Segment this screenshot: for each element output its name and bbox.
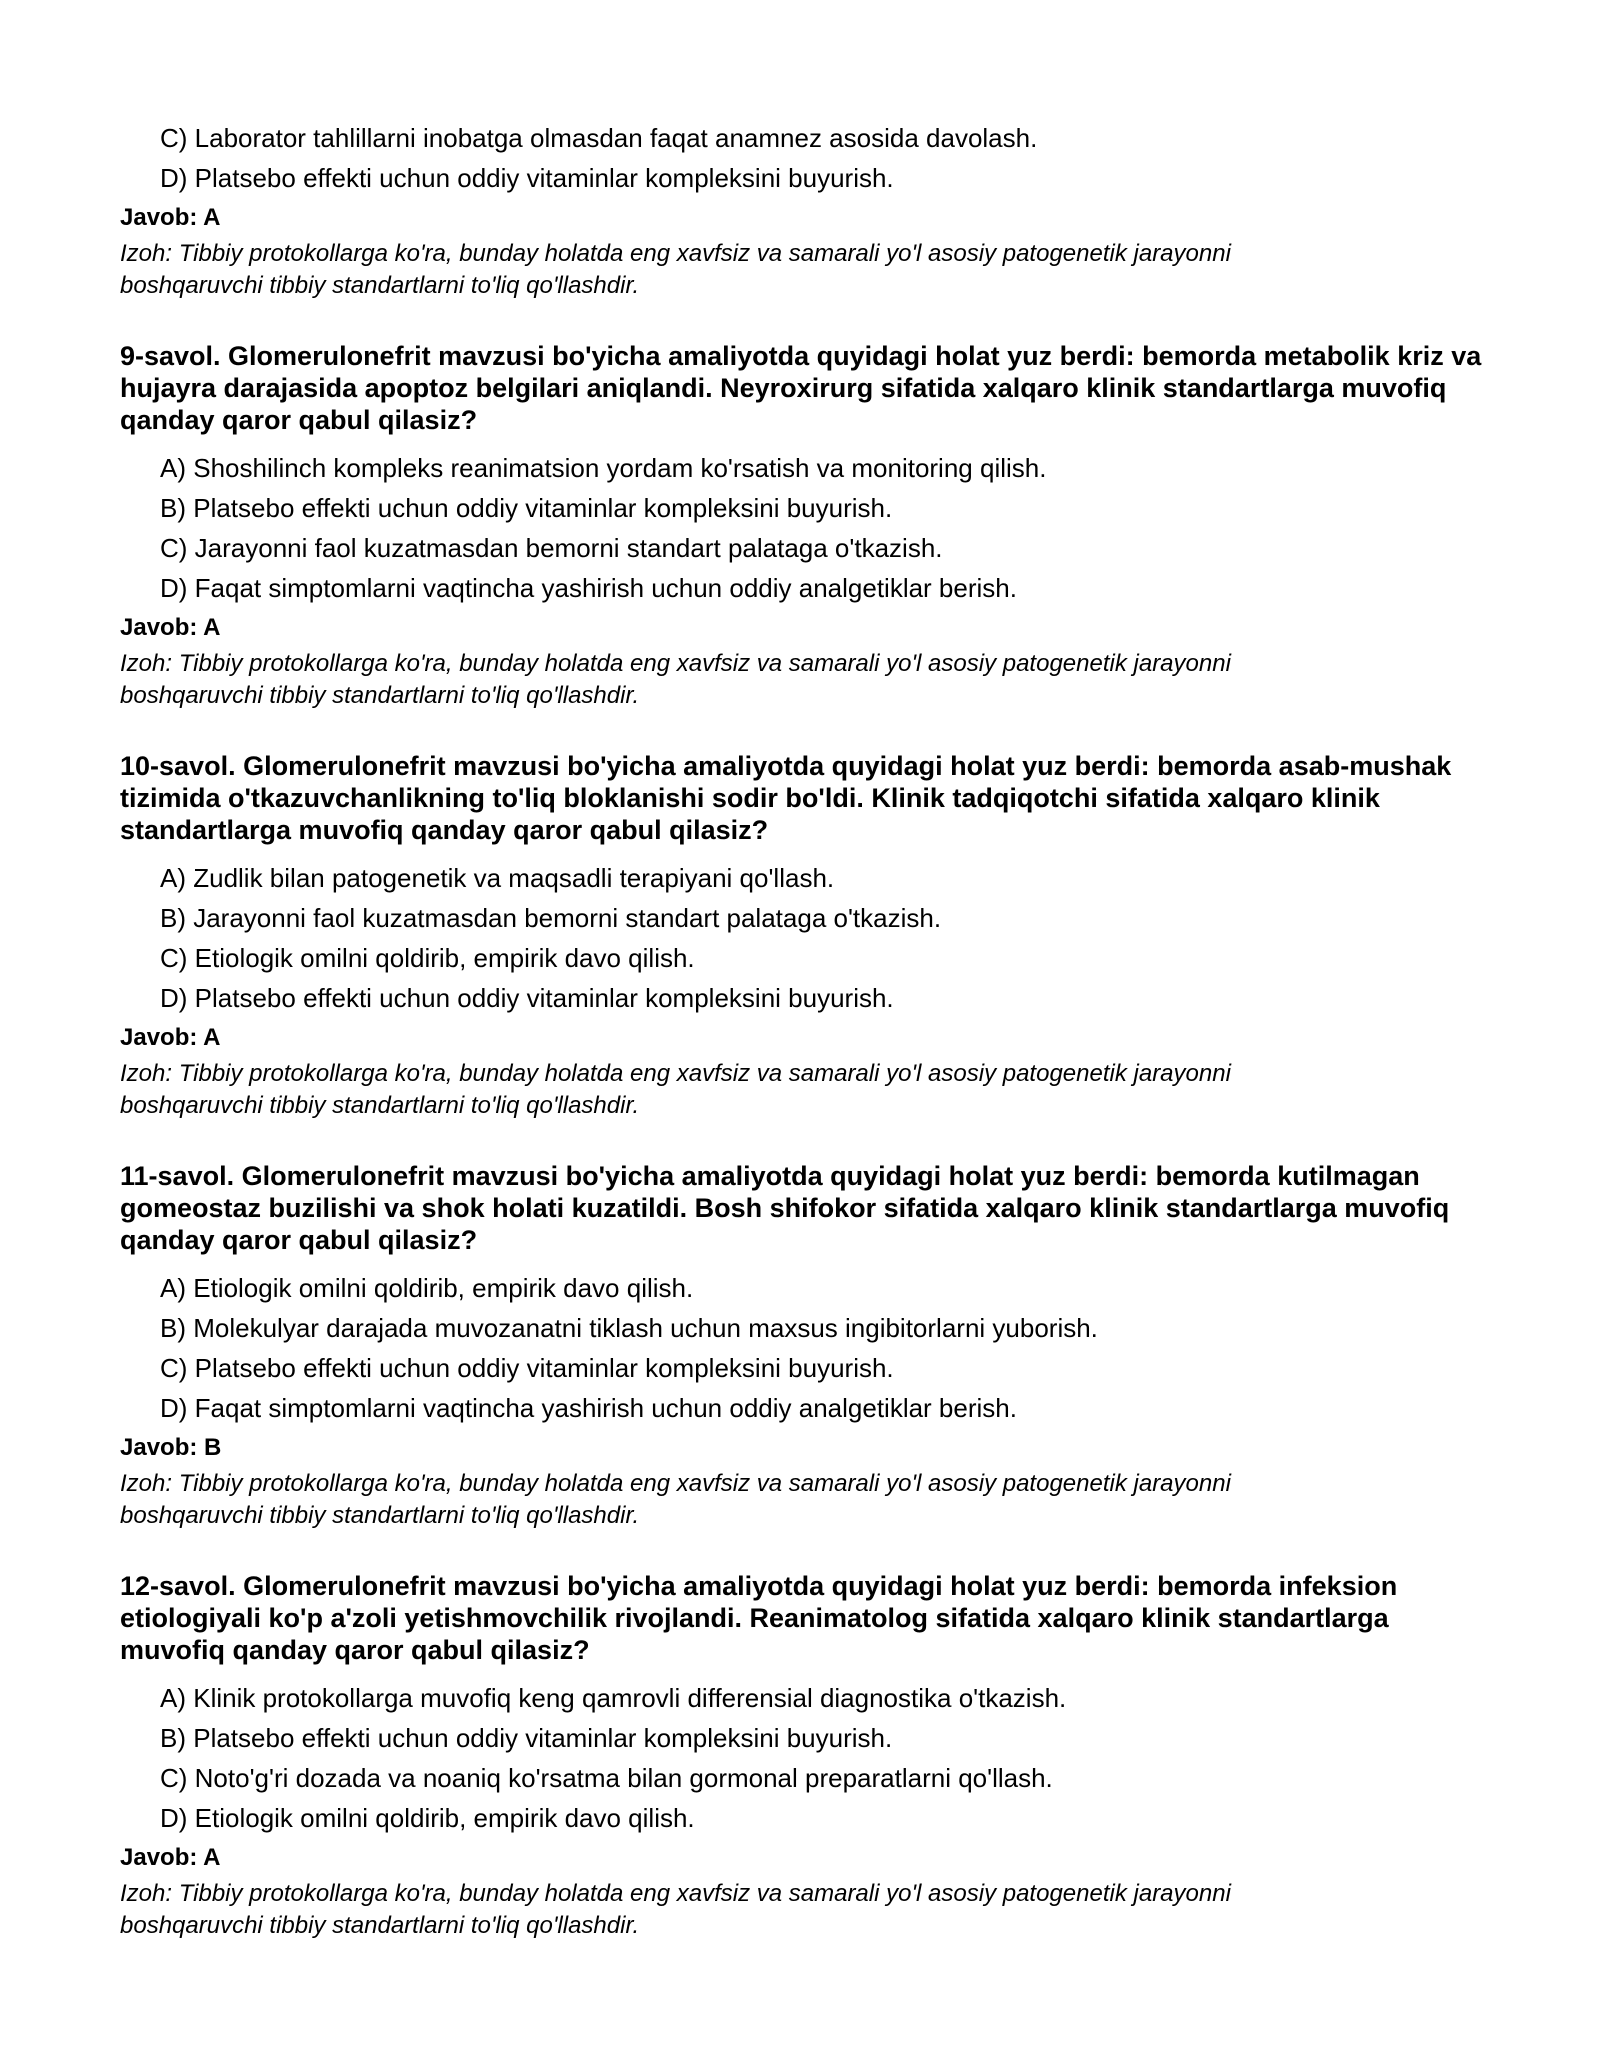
question-title: 11-savol. Glomerulonefrit mavzusi bo'yicha amaliyotda quyidagi holat yuz berdi: bemorda kutilmagan gomeostaz buzilishi va shok holati kuzatildi. Bosh shifokor sifatida xalqaro klinik standartlarga muvofiq qanday qaror qabul qilasiz? (120, 1161, 1450, 1255)
option-b: B) Jarayonni faol kuzatmasdan bemorni standart palataga o'tkazish. (160, 903, 942, 933)
explanation-note: Izoh: Tibbiy protokollarga ko'ra, bunday holatda eng xavfsiz va samarali yo'l asosiy patogenetik jarayonni boshqaruvchi tibbiy standartlarni to'liq qo'llashdir. (120, 650, 1231, 709)
answer-label: Javob: A (120, 614, 221, 641)
option-b: B) Platsebo effekti uchun oddiy vitaminlar kompleksini buyurish. (160, 493, 893, 523)
option-b: B) Platsebo effekti uchun oddiy vitaminlar kompleksini buyurish. (160, 1723, 893, 1753)
option-c: C) Noto'g'ri dozada va noaniq ko'rsatma bilan gormonal preparatlarni qo'llash. (160, 1763, 1053, 1793)
question-11 (120, 1160, 1500, 1532)
question-title: 12-savol. Glomerulonefrit mavzusi bo'yicha amaliyotda quyidagi holat yuz berdi: bemorda infeksion etiologiyali ko'p a'zoli yetishmovchilik rivojlandi. Reanimatolog sifatida xalqaro klinik standartlarga muvofiq qanday qaror qabul qilasiz? (120, 1571, 1398, 1665)
option-a: A) Klinik protokollarga muvofiq keng qamrovli differensial diagnostika o'tkazish. (160, 1683, 1067, 1713)
option-a: A) Zudlik bilan patogenetik va maqsadli terapiyani qo'llash. (160, 863, 835, 893)
option-a: A) Etiologik omilni qoldirib, empirik davo qilish. (160, 1273, 694, 1303)
option-d: D) Faqat simptomlarni vaqtincha yashirish uchun oddiy analgetiklar berish. (160, 573, 1017, 603)
option-a: A) Shoshilinch kompleks reanimatsion yordam ko'rsatish va monitoring qilish. (160, 453, 1047, 483)
option-c: C) Jarayonni faol kuzatmasdan bemorni standart palataga o'tkazish. (160, 533, 943, 563)
document-page (120, 118, 1500, 1942)
option-c: C) Laborator tahlillarni inobatga olmasdan faqat anamnez asosida davolash. (160, 123, 1038, 153)
question-12 (120, 1570, 1500, 1942)
option-d: D) Faqat simptomlarni vaqtincha yashirish uchun oddiy analgetiklar berish. (160, 1393, 1017, 1423)
previous-question-continuation (120, 118, 1500, 302)
option-c: C) Platsebo effekti uchun oddiy vitaminlar kompleksini buyurish. (160, 1353, 894, 1383)
option-c: C) Etiologik omilni qoldirib, empirik davo qilish. (160, 943, 695, 973)
explanation-note: Izoh: Tibbiy protokollarga ko'ra, bunday holatda eng xavfsiz va samarali yo'l asosiy patogenetik jarayonni boshqaruvchi tibbiy standartlarni to'liq qo'llashdir. (120, 1060, 1231, 1119)
answer-label: Javob: A (120, 204, 221, 231)
answer-label: Javob: B (120, 1434, 222, 1461)
option-d: D) Platsebo effekti uchun oddiy vitaminlar kompleksini buyurish. (160, 983, 894, 1013)
question-title: 10-savol. Glomerulonefrit mavzusi bo'yicha amaliyotda quyidagi holat yuz berdi: bemorda asab-mushak tizimida o'tkazuvchanlikning to'liq bloklanishi sodir bo'ldi. Klinik tadqiqotchi sifatida xalqaro klinik standartlarga muvofiq qanday qaror qabul qilasiz? (120, 751, 1452, 845)
answer-label: Javob: A (120, 1844, 221, 1871)
option-d: D) Platsebo effekti uchun oddiy vitaminlar kompleksini buyurish. (160, 163, 894, 193)
question-9 (120, 340, 1500, 712)
explanation-note: Izoh: Tibbiy protokollarga ko'ra, bunday holatda eng xavfsiz va samarali yo'l asosiy patogenetik jarayonni boshqaruvchi tibbiy standartlarni to'liq qo'llashdir. (120, 1470, 1231, 1529)
option-d: D) Etiologik omilni qoldirib, empirik davo qilish. (160, 1803, 695, 1833)
explanation-note: Izoh: Tibbiy protokollarga ko'ra, bunday holatda eng xavfsiz va samarali yo'l asosiy patogenetik jarayonni boshqaruvchi tibbiy standartlarni to'liq qo'llashdir. (120, 240, 1231, 299)
question-10 (120, 750, 1500, 1122)
answer-label: Javob: A (120, 1024, 221, 1051)
question-title: 9-savol. Glomerulonefrit mavzusi bo'yicha amaliyotda quyidagi holat yuz berdi: bemorda metabolik kriz va hujayra darajasida apoptoz belgilari aniqlandi. Neyroxirurg sifatida xalqaro klinik standartlarga muvofiq qanday qaror qabul qilasiz? (120, 341, 1482, 435)
explanation-note: Izoh: Tibbiy protokollarga ko'ra, bunday holatda eng xavfsiz va samarali yo'l asosiy patogenetik jarayonni boshqaruvchi tibbiy standartlarni to'liq qo'llashdir. (120, 1880, 1231, 1939)
option-b: B) Molekulyar darajada muvozanatni tiklash uchun maxsus ingibitorlarni yuborish. (160, 1313, 1098, 1343)
